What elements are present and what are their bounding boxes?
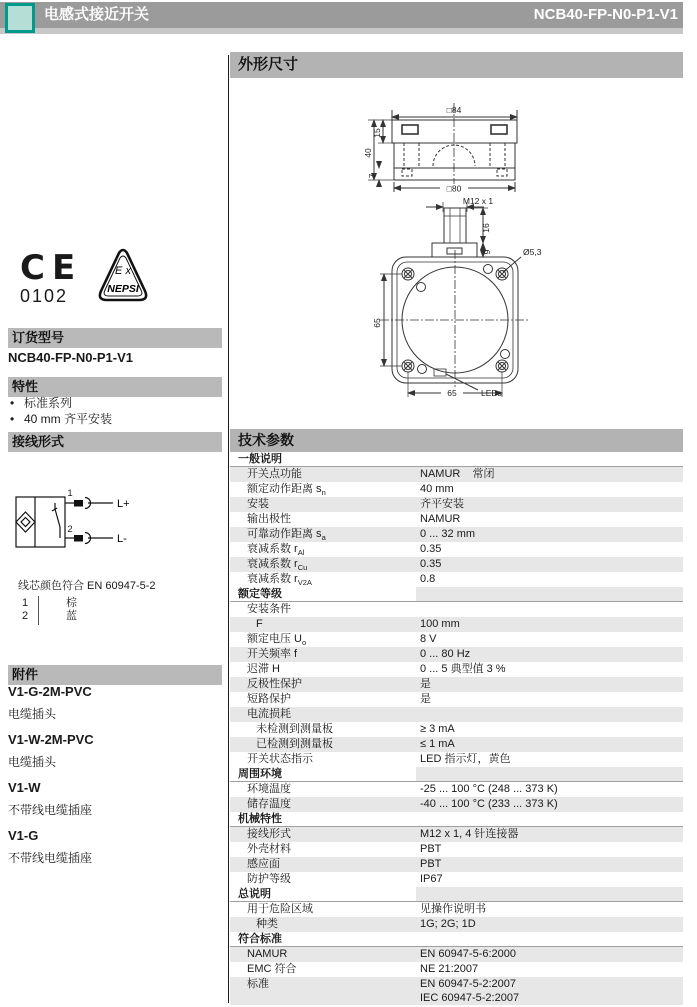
tech-row-value: 0 ... 5 典型值 3 % [420,663,506,675]
tech-row-label: 额定电压 $U_o$ [247,633,307,648]
wire-2-label: 2 [67,524,73,535]
tech-subsection-header [230,887,683,902]
tech-row [230,722,683,737]
order-model: NCB40-FP-N0-P1-V1 [8,350,133,365]
dim-65-bottom: 65 [447,388,457,398]
tech-row-label: 安装 [247,498,269,510]
wire-color-row [22,610,77,623]
tech-row [230,947,683,962]
wire-color-table [22,597,77,623]
tech-row-label: 用于危险区域 [247,903,313,915]
tech-subsection-header [230,932,683,947]
dim-84: □84 [446,105,462,115]
tech-row-label: 额定动作距离 $s_n$ [247,483,326,498]
accessory-name: V1-W-2M-PVC [8,732,94,747]
tech-row [230,752,683,767]
tech-row-value: 0.35 [420,543,442,555]
tech-row [230,632,683,647]
tech-row-value: 8 V [420,633,437,645]
tech-section-header: 技术参数 [230,429,683,452]
connection-section-header: 接线形式 [8,432,222,452]
accessories-section-header: 附件 [8,665,222,685]
dimension-drawing [230,85,683,430]
tech-row-label: 开关状态指示 [247,753,313,765]
tech-row-label: 反极性保护 [247,678,302,690]
tech-row [230,827,683,842]
tech-row [230,962,683,977]
accessories-list [8,684,94,876]
tech-row [230,482,683,497]
ce-mark: CE [20,248,83,288]
tech-row [230,707,683,722]
tech-row [230,647,683,662]
tech-row-label: 防护等级 [247,873,291,885]
tech-row-value: 0 ... 80 Hz [420,648,471,660]
tech-row [230,977,683,1005]
tech-row-value: 100 mm [420,618,460,630]
tech-row [230,782,683,797]
tech-row [230,527,683,542]
accessory-description: 不带线电缆插座 [8,851,93,865]
tech-row [230,677,683,692]
tech-row [230,542,683,557]
accessory-name: V1-W [8,780,41,795]
leds-label: LEDs [481,388,502,398]
wire-1-label: 1 [67,488,73,499]
tech-row [230,902,683,917]
tech-subsection-header [230,767,683,782]
wire-color-name: 棕 [66,597,77,609]
tech-row-value: EN 60947-5-6:2000 [420,948,517,960]
dim-hole: Ø5,3 [523,247,542,257]
tech-row-value: 0.8 [420,573,436,585]
tech-row-label: 已检测到测量板 [256,738,333,750]
tech-row-label: 周围环境 [230,767,416,781]
feature-text: 40 mm 齐平安装 [24,412,113,426]
tech-row [230,467,683,482]
nepsi-name-text: NEPSI [107,283,139,295]
tech-row-label: 未检测到测量板 [256,723,333,735]
page-title: 电感式接近开关 [44,6,150,23]
tech-row [230,857,683,872]
feature-item [10,396,112,411]
tech-row [230,842,683,857]
tech-row [230,872,683,887]
tech-row-label: 衰减系数 $r_{Cu}$ [247,558,308,573]
feature-item [10,412,112,427]
accessory-name: V1-G [8,828,39,843]
tech-row-label: 机械特性 [230,812,416,826]
dim-9: 9 [482,249,492,255]
ce-code: 0102 [20,286,69,306]
tech-row-label: 电流损耗 [247,708,291,720]
front-view [380,202,530,397]
features-list [10,396,112,428]
dimensions-section-header: 外形尺寸 [230,52,683,78]
tech-row-value: EN 60947-5-2:2007 IEC 60947-5-2:2007 [420,978,520,1004]
dim-7: 7 [367,173,377,179]
tech-row [230,662,683,677]
wire-pin-number: 1 [22,597,29,609]
wire-pin-number: 2 [22,610,29,622]
dim-65-left: 65 [372,318,382,328]
tech-row-label: 外壳材料 [247,843,291,855]
dim-80: □80 [446,183,462,194]
tech-row-value: 0 ... 32 mm [420,528,476,540]
tech-row [230,617,683,632]
l-minus-label: L- [117,533,127,545]
tech-row-label: 总说明 [230,887,416,901]
wiring-diagram [0,480,230,570]
order-section-header: 订货型号 [8,328,222,348]
wire-color-name: 蓝 [66,610,77,622]
tech-row-label: 开关点功能 [247,468,302,480]
tech-row-label: 一般说明 [230,452,416,466]
tech-subsection-header [230,812,683,827]
tech-row-value: 是 [420,693,431,705]
tech-row-value: ≥ 3 mA [420,723,455,735]
tech-row-value: NAMUR [420,513,461,525]
tech-row-label: 感应面 [247,858,280,870]
tech-row-value: M12 x 1, 4 针连接器 [420,828,519,840]
tech-row-label: 标准 [247,978,269,990]
tech-row-label: EMC 符合 [247,963,297,975]
ferrule-2 [74,535,83,542]
dim-40: 40 [363,148,373,158]
tech-row-label: 输出极性 [247,513,291,525]
side-view [368,103,517,192]
tech-row [230,512,683,527]
tech-row-value: PBT [420,858,442,870]
dim-m12: M12 x 1 [462,196,494,206]
tech-row-value: NAMUR 常闭 [420,468,495,480]
tech-row-label: NAMUR [247,948,288,960]
tech-row [230,917,683,932]
tech-row-value: -40 ... 100 °C (233 ... 373 K) [420,798,558,810]
tech-row-label: 可靠动作距离 $s_a$ [247,528,326,543]
tech-row-label: 储存温度 [247,798,291,810]
tech-row-value: 40 mm [420,483,454,495]
tech-row-label: 衰减系数 $r_{Al}$ [247,543,305,558]
tech-row-label: F [256,618,263,630]
tech-subsection-header [230,452,683,467]
tech-row-label: 符合标准 [230,932,416,946]
tech-table [230,452,683,1005]
tech-row-label: 衰减系数 $r_{V2A}$ [247,573,312,588]
tech-row-label: 环境温度 [247,783,291,795]
tech-subsection-header [230,587,683,602]
mounting-holes [417,265,510,374]
product-model-header: NCB40-FP-N0-P1-V1 [533,6,678,23]
tech-row-value: 0.35 [420,558,442,570]
tech-row-value: ≤ 1 mA [420,738,455,750]
header-substrip [0,28,683,34]
tech-row-value: PBT [420,843,442,855]
tech-row-value: 见操作说明书 [420,903,486,915]
tech-row [230,692,683,707]
tech-row-label: 安装条件 [247,603,291,615]
wire-color-note: 线芯颜色符合 EN 60947-5-2 [18,580,156,592]
wire-color-row [22,597,77,610]
tech-row-label: 额定等级 [230,587,416,601]
tech-row [230,557,683,572]
tech-row-label: 接线形式 [247,828,291,840]
tech-row-value: 齐平安装 [420,498,464,510]
tech-row-value: 是 [420,678,431,690]
tech-row [230,497,683,512]
accessory-description: 不带线电缆插座 [8,803,93,817]
accessory-name: V1-G-2M-PVC [8,684,92,699]
ferrule-1 [74,500,83,507]
accessory-description: 电缆插头 [8,755,57,769]
tech-row-value: -25 ... 100 °C (248 ... 373 K) [420,783,558,795]
feature-text: 标准系列 [24,396,73,410]
column-divider [228,55,229,1003]
tech-row-value: NE 21:2007 [420,963,479,975]
dim-16: 16 [481,223,491,233]
tech-row-label: 开关频率 f [247,648,298,660]
tech-row-label: 迟滞 H [247,663,280,675]
bullet-icon: • [10,396,15,410]
tech-row [230,572,683,587]
dim-15: 15 [372,128,382,138]
bullet-icon: • [10,412,15,426]
tech-row-label: 种类 [256,918,278,930]
nepsi-ex-text: E x [115,265,131,277]
tech-row-label: 短路保护 [247,693,291,705]
features-section-header: 特性 [8,377,222,397]
tech-row [230,737,683,752]
nepsi-ex-logo [92,246,154,308]
tech-row-value: IP67 [420,873,443,885]
l-plus-label: L+ [117,498,130,510]
tech-row-value: LED 指示灯，黄色 [420,753,511,765]
accessory-description: 电缆插头 [8,707,57,721]
tech-row [230,797,683,812]
tech-row [230,602,683,617]
tech-row-value: 1G; 2G; 1D [420,918,476,930]
